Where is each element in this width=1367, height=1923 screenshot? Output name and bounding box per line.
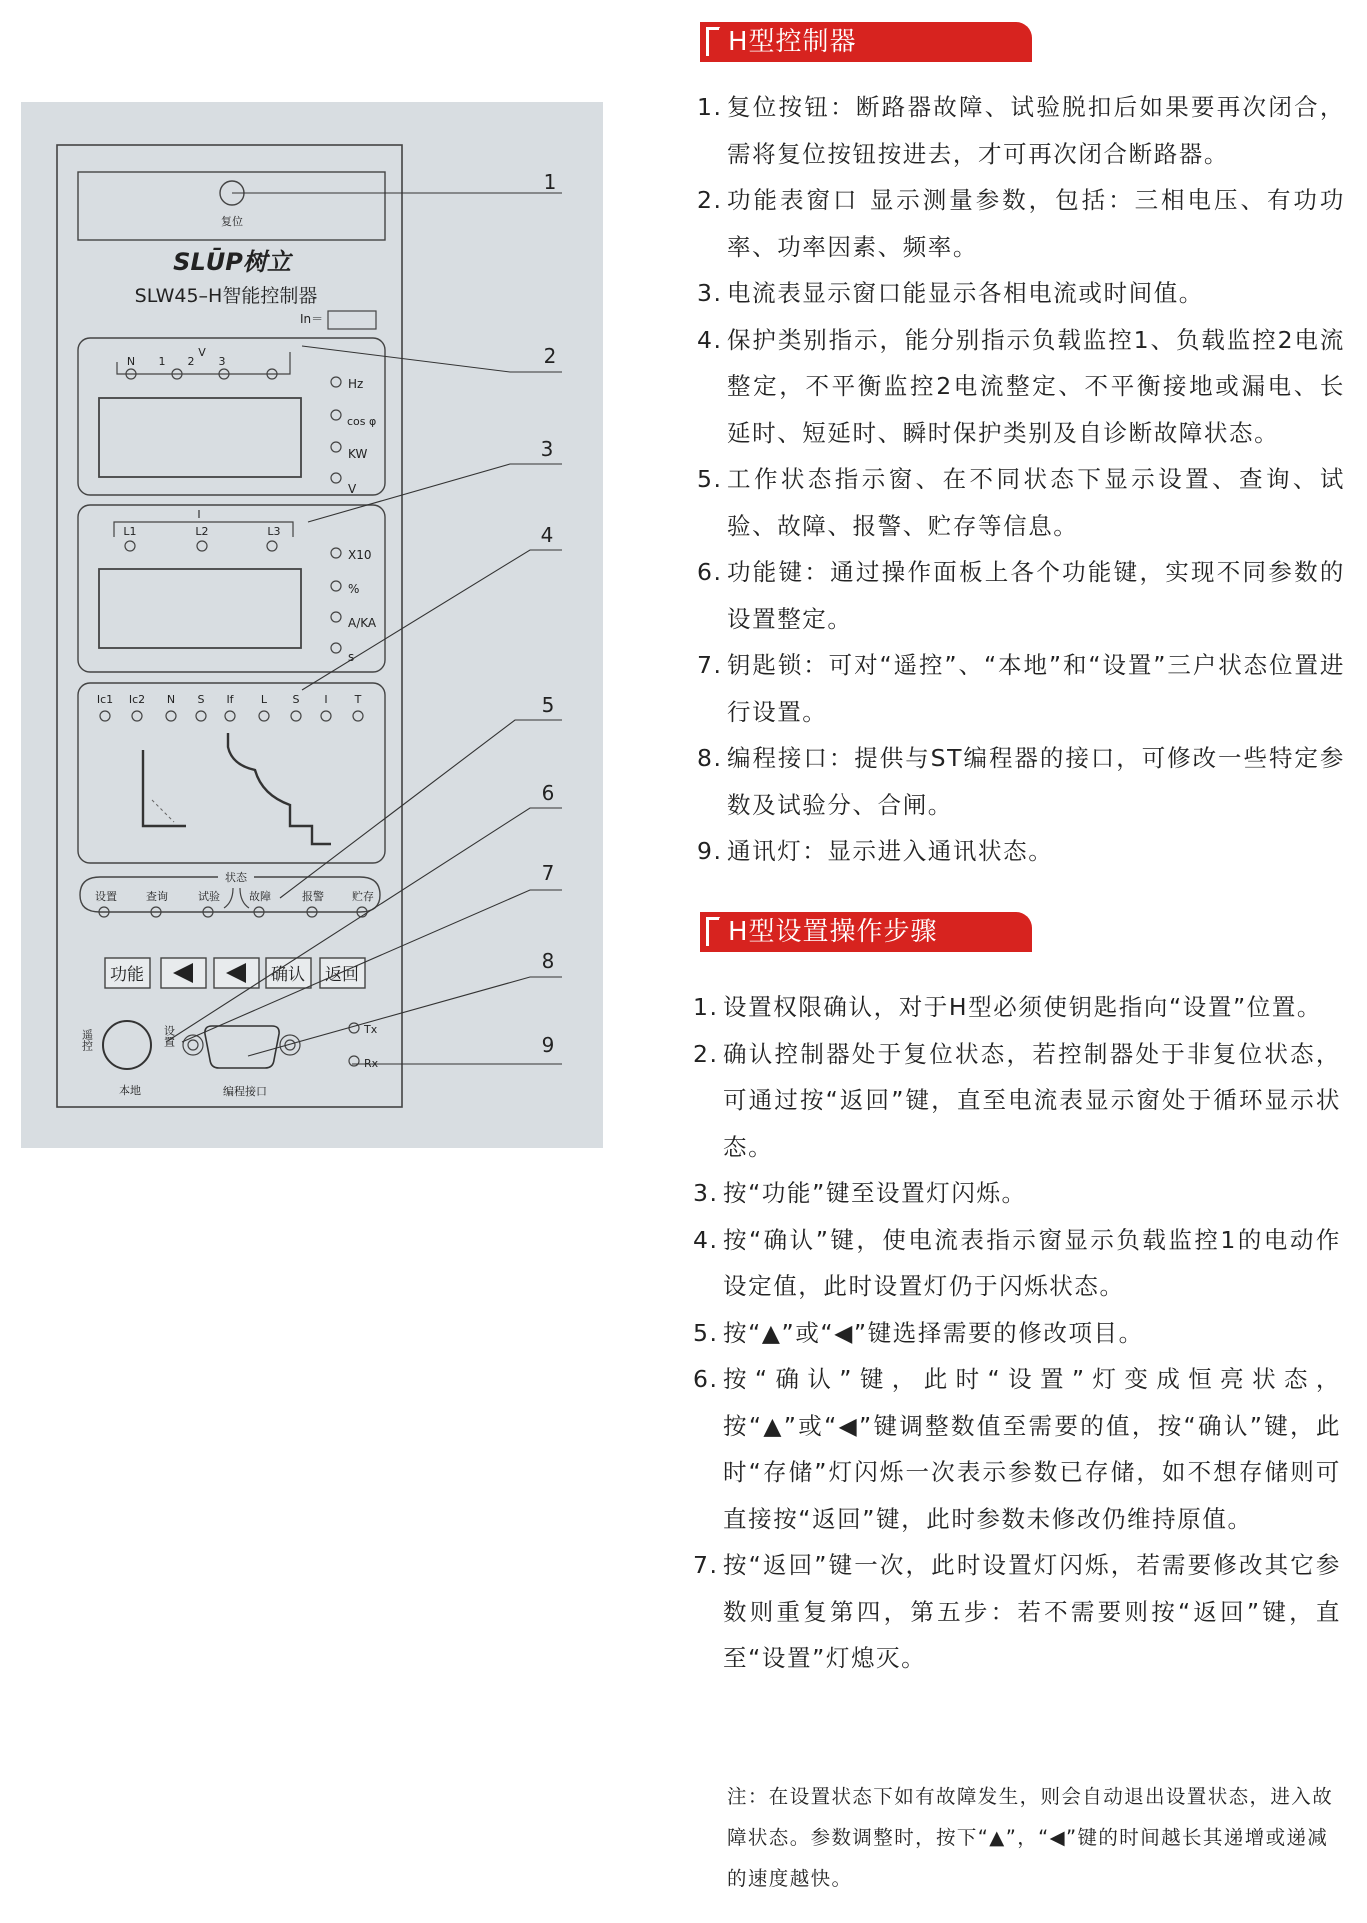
list-number: 3.	[693, 1179, 719, 1207]
list-item: 7. 钥匙锁：可对“遥控”、“本地”和“设置”三户状态位置进行设置。	[697, 642, 1345, 735]
list-number: 7.	[697, 651, 723, 679]
v-channel-n: N	[126, 355, 136, 368]
callout-1: 1	[543, 170, 557, 194]
rx-label: Rx	[364, 1057, 379, 1070]
list-item: 2. 功能表窗口 显示测量参数，包括：三相电压、有功功率、功率因素、频率。	[697, 177, 1345, 270]
prot-ic1: Ic1	[96, 693, 114, 706]
section1-list	[697, 84, 1345, 875]
callout-8: 8	[541, 949, 555, 973]
v-channel-3: 3	[218, 355, 226, 368]
list-item: 3. 电流表显示窗口能显示各相电流或时间值。	[697, 270, 1345, 317]
callout-2: 2	[543, 344, 557, 368]
list-number: 9.	[697, 837, 723, 865]
corner-bracket-icon	[706, 917, 719, 946]
v-group-label: V	[198, 346, 206, 359]
prot-s1: S	[197, 693, 205, 706]
list-item: 4. 按“确认”键，使电流表指示窗显示负载监控1的电动作设定值，此时设置灯仍于闪烁状态。	[693, 1217, 1341, 1310]
prot-i: I	[324, 693, 328, 706]
list-number: 6.	[697, 558, 723, 586]
section2-header	[700, 912, 1032, 952]
func-key-label: 功能	[110, 965, 144, 985]
list-number: 1.	[693, 993, 719, 1021]
callout-7: 7	[541, 861, 555, 885]
callout-5: 5	[541, 693, 555, 717]
list-number: 4.	[697, 325, 723, 354]
list-item: 3. 按“功能”键至设置灯闪烁。	[693, 1170, 1341, 1217]
callout-6: 6	[541, 781, 555, 805]
callout-3: 3	[540, 437, 554, 461]
prog-port-label: 编程接口	[223, 1085, 267, 1098]
i-channel-l1: L1	[123, 525, 137, 538]
corner-bracket-icon	[706, 27, 719, 56]
list-number: 4.	[693, 1225, 719, 1254]
model-title: SLW45–H智能控制器	[134, 285, 318, 307]
list-number: 3.	[697, 279, 723, 307]
status-group-label: 状态	[225, 871, 247, 884]
list-item: 9. 通讯灯：显示进入通讯状态。	[697, 828, 1345, 875]
v-channel-2: 2	[187, 355, 195, 368]
i-group-label: I	[197, 508, 201, 521]
unit-percent: %	[348, 582, 360, 596]
prot-s2: S	[292, 693, 300, 706]
status-fault: 故障	[249, 890, 271, 903]
status-test: 试验	[198, 890, 220, 903]
prot-l: L	[260, 693, 268, 706]
unit-hz: Hz	[348, 377, 364, 391]
tx-label: Tx	[364, 1023, 378, 1036]
section2-list	[693, 984, 1341, 1682]
prot-ic2: Ic2	[128, 693, 146, 706]
list-item: 4. 保护类别指示，能分别指示负载监控1、负载监控2电流整定，不平衡监控2电流整定、不平衡接地或漏电、长延时、短延时、瞬时保护类别及自诊断故障状态。	[697, 317, 1345, 457]
section1-title: H型控制器	[728, 27, 857, 57]
unit-kw: KW	[348, 447, 368, 461]
list-item: 5. 工作状态指示窗、在不同状态下显示设置、查询、试验、故障、报警、贮存等信息。	[697, 456, 1345, 549]
function-keys	[105, 958, 365, 988]
section1-header	[700, 22, 1032, 62]
status-query: 查询	[146, 890, 168, 903]
back-key-label: 返回	[325, 965, 359, 985]
unit-s: s	[348, 650, 355, 664]
v-channel-1: 1	[158, 355, 166, 368]
prot-if: If	[226, 693, 234, 706]
confirm-key-label: 确认	[271, 965, 305, 985]
lock-local-label: 本地	[119, 1084, 141, 1097]
unit-v: V	[348, 482, 357, 496]
list-number: 5.	[693, 1318, 719, 1347]
i-channel-l3: L3	[267, 525, 281, 538]
unit-aka: A/KA	[348, 616, 377, 630]
section2-title: H型设置操作步骤	[728, 917, 938, 947]
prot-t: T	[354, 693, 362, 706]
status-alarm: 报警	[302, 890, 324, 903]
list-item: 2. 确认控制器处于复位状态，若控制器处于非复位状态，可通过按“返回”键，直至电流表显示窗处于循环显示状态。	[693, 1031, 1341, 1171]
list-item: 1. 复位按钮：断路器故障、试验脱扣后如果要再次闭合，需将复位按钮按进去，才可再次闭合断路器。	[697, 84, 1345, 177]
prot-n: N	[166, 693, 176, 706]
unit-cos: cos φ	[347, 415, 377, 428]
list-item: 5. 按“▲”或“◀”键选择需要的修改项目。	[693, 1310, 1341, 1357]
callout-9: 9	[541, 1033, 555, 1057]
brand-logo: SLŪP树立	[173, 248, 291, 276]
lock-remote-label: 遥控	[80, 1029, 94, 1051]
note-text: 注：在设置状态下如有故障发生，则会自动退出设置状态，进入故障状态。参数调整时，按下“▲”，“◀”键的时间越长其递增或递减的速度越快。	[727, 1785, 1334, 1890]
reset-label: 复位	[221, 215, 243, 228]
list-item: 6. 功能键：通过操作面板上各个功能键，实现不同参数的设置整定。	[697, 549, 1345, 642]
list-number: 7.	[693, 1551, 719, 1579]
controller-panel-diagram	[0, 0, 620, 1160]
lock-set-label: 设置	[162, 1025, 176, 1047]
list-number: 2.	[697, 186, 723, 214]
list-item: 8. 编程接口：提供与ST编程器的接口，可修改一些特定参数及试验分、合闸。	[697, 735, 1345, 828]
list-item: 7. 按“返回”键一次，此时设置灯闪烁，若需要修改其它参数则重复第四，第五步：若不需要则按“返回”键，直至“设置”灯熄灭。	[693, 1542, 1341, 1682]
status-store: 贮存	[352, 890, 374, 903]
callout-4: 4	[540, 523, 554, 547]
list-number: 1.	[697, 93, 723, 121]
status-set: 设置	[95, 890, 117, 903]
list-number: 8.	[697, 744, 723, 772]
in-label: In＝	[300, 312, 324, 326]
unit-x10: X10	[348, 548, 372, 562]
list-number: 6.	[693, 1365, 719, 1393]
list-item: 1. 设置权限确认，对于H型必须使钥匙指向“设置”位置。	[693, 984, 1341, 1031]
i-channel-l2: L2	[195, 525, 209, 538]
list-number: 5.	[697, 465, 723, 493]
list-number: 2.	[693, 1039, 719, 1068]
list-item: 6. 按“确认”键，此时“设置”灯变成恒亮状态，按“▲”或“◀”键调整数值至需要的值，按“确认”键，此时“存储”灯闪烁一次表示参数已存储，如不想存储则可直接按“返回”键，此时参数未修改仍维持原值。	[693, 1356, 1341, 1542]
